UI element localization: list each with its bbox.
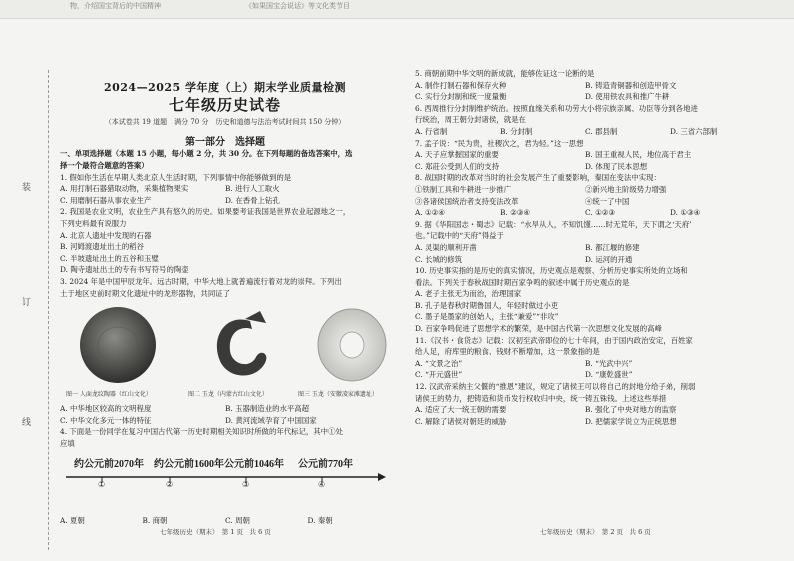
seal-char-ding: 订 (22, 298, 32, 308)
option-c[interactable]: C. 用磨制石器从事农业生产 (60, 195, 152, 205)
exam-heading: 2024—2025 学年度（上）期末学业质量检测 (103, 81, 347, 94)
option-d[interactable]: D. 黄河流域孕育了中国国家 (225, 415, 317, 425)
option-c[interactable]: C. ①②③ (585, 208, 615, 218)
strip-text-left: 物，介绍国宝背后的中国精神 (70, 2, 161, 10)
option-a[interactable]: A. 天子应掌握国家的重要 (415, 150, 499, 160)
option-a[interactable]: A. 适应了大一统王朝的需要 (415, 405, 507, 415)
option-b[interactable]: B. 河姆渡遗址出土的稻谷 (60, 242, 145, 252)
question-7 (415, 138, 755, 173)
question-stem: 7. 孟子说：“民为贵，社稷次之，君为轻。”这一思想 (415, 138, 584, 148)
page-two (415, 68, 755, 427)
binding-seal-strip (0, 60, 50, 561)
question-3 (60, 276, 390, 426)
timeline-date: 公元前770年 (298, 459, 353, 471)
question-6 (415, 103, 755, 138)
option-d[interactable]: D. ①③④ (670, 208, 701, 218)
option-a[interactable]: A. 制作打制石器和保存火种 (415, 80, 507, 90)
question-stem: 土于地区史前时期文化遗址中的龙形器物，共同证了 (60, 288, 230, 298)
section-intro-line: 择一个最符合题意的答案） (60, 160, 149, 170)
question-stem: 给人足，府库里的粮食、钱财不断增加，这一景象指的是 (415, 347, 600, 357)
figure-one-caption: 图一 人面龙纹陶器（红山文化） (66, 391, 152, 399)
option-b[interactable]: B. 分封制 (500, 126, 533, 136)
page-one (60, 60, 390, 527)
option-a[interactable]: A. “文景之治” (415, 358, 463, 368)
timeline-axis (60, 471, 390, 501)
question-2 (60, 206, 390, 276)
option-a[interactable]: A. 北京人遗址中发现的石器 (60, 230, 152, 240)
question-stem: 4. 下面是一份同学在复习中国古代第一历史时期相关知识时所做的年代标记，其中①处 (60, 427, 343, 437)
statement-2: ②新兴地主阶级势力增强 (585, 184, 667, 194)
option-b[interactable]: B. 进行人工取火 (225, 184, 280, 194)
option-b[interactable]: B. 商朝 (142, 516, 168, 526)
binding-dashed-line (48, 70, 49, 550)
timeline-date: 约公元前1600年 (154, 459, 224, 471)
question-stem: 1. 假如你生活在早期人类北京人生活时期，下列事情中你能够做到的是 (60, 172, 292, 182)
exam-meta: （本试卷共 19 道题 满分 70 分 历史和道德与法治考试时间共 150 分钟） (104, 118, 346, 127)
option-c[interactable]: C. 墨子是墨家的创始人，主张“兼爱”“非攻” (415, 312, 559, 322)
question-4 (60, 426, 390, 527)
option-a[interactable]: A. ①②④ (415, 208, 445, 218)
option-b[interactable]: B. 玉器制造业的水平高超 (225, 404, 310, 414)
option-b[interactable]: B. “光武中兴” (585, 358, 633, 368)
timeline-date: 约公元前2070年 (74, 459, 144, 471)
question-stem: 应填 (60, 438, 75, 448)
question-9 (415, 219, 755, 265)
option-c[interactable]: C. “开元盛世” (415, 370, 463, 380)
figure-one-pottery-image (80, 307, 156, 383)
previous-page-strip (0, 0, 794, 19)
question-5 (415, 68, 755, 103)
question-stem: 诸侯王的势力，把铸造和货币发行权收归中央，统一铸五铢钱。上述这些举措 (415, 393, 667, 403)
question-8 (415, 172, 755, 218)
question-stem: 9. 据《华阳国志・蜀志》记载：“水旱从人，不知饥馑……时无荒年，天下谓之‘天府’ (415, 219, 692, 229)
section-intro-line: 一、单项选择题（本题 15 小题，每小题 2 分，共 30 分。在下列每题的备选答案中，选 (60, 149, 353, 159)
option-d[interactable]: D. 秦朝 (307, 516, 333, 526)
option-b[interactable]: B. ②③④ (500, 208, 531, 218)
option-c[interactable]: C. 郑莊公受到人们的支持 (415, 161, 499, 171)
strip-text-mid: 《如果国宝会说话》等文化类节目 (245, 2, 350, 10)
question-stem: 11.《汉书・食货志》记载：汉初至武帝即位的七十年间，由于国内政治安定，百姓家 (415, 335, 693, 345)
question-stem: 5. 商朝前期中华文明的新成就，能够佐证这一论断的是 (415, 69, 595, 78)
option-d[interactable]: D. 三省六部制 (670, 126, 718, 136)
option-c[interactable]: C. 中华文化多元一体的特征 (60, 415, 152, 425)
artifact-images (60, 303, 390, 389)
option-d[interactable]: D. 陶寺遗址出土的专有书写符号的陶壶 (60, 265, 189, 275)
question-stem: 下列史料最有说服力 (60, 218, 127, 228)
option-c[interactable]: C. 长城的修筑 (415, 254, 463, 264)
option-a[interactable]: A. 用打制石器猎取动物，采集植物果实 (60, 184, 189, 194)
dynasty-timeline (60, 451, 390, 515)
option-c[interactable]: C. 解除了诸侯对朝廷的威胁 (415, 416, 507, 426)
exam-subject-title: 七年级历史试卷 (168, 95, 281, 114)
question-stem: 10. 历史事实指的是历史的真实情况，历史观点是观察、分析历史事实所处的立场和 (415, 266, 688, 276)
part-one-heading: 第一部分 选择题 (185, 136, 265, 148)
option-d[interactable]: D. 把儒家学说立为正统思想 (585, 416, 677, 426)
option-a[interactable]: A. 行省制 (415, 126, 448, 136)
option-c[interactable]: C. 实行分封制和统一度量衡 (415, 92, 507, 102)
option-d[interactable]: D. 体现了民本思想 (585, 161, 648, 171)
option-c[interactable]: C. 半坡遗址出土的五谷和玉璧 (60, 253, 159, 263)
seal-char-zhuang: 装 (22, 183, 32, 193)
question-stem: 6. 西周推行分封制维护统治。按照血缘关系和功劳大小将宗族亲属、功臣等分到各地进 (415, 103, 698, 113)
option-d[interactable]: D. 使用铁农具和推广牛耕 (585, 92, 670, 102)
timeline-marker-1: ① (98, 480, 106, 490)
question-stem: 也。”记载中的“天府”得益于 (415, 231, 504, 241)
question-11 (415, 335, 755, 381)
option-d[interactable]: D. 运河的开通 (585, 254, 633, 264)
timeline-marker-4: ④ (318, 480, 326, 490)
question-stem: 3. 2024 年是中国甲辰龙年。远古时期，中华大地上就普遍流行着对龙的崇拜。下列出 (60, 276, 342, 286)
option-d[interactable]: D. 百家争鸣促进了思想学术的繁荣，是中国古代第一次思想文化发展的高峰 (415, 324, 662, 334)
option-b[interactable]: B. 都江堰的修建 (585, 242, 640, 252)
option-c[interactable]: C. 郡县制 (585, 126, 618, 136)
option-c[interactable]: C. 周朝 (225, 516, 250, 526)
option-b[interactable]: B. 国王重视人民，地位高于君主 (585, 150, 692, 160)
figure-two-caption: 图二 玉龙（内蒙古红山文化） (188, 391, 268, 399)
question-stem: 12. 汉武帝采纳主父偃的“推恩”建议，规定了诸侯王可以将自己的封地分给子弟，削弱 (415, 382, 696, 392)
option-d[interactable]: D. 在香骨上钻孔 (225, 195, 280, 205)
timeline-marker-2: ② (166, 480, 174, 490)
option-b[interactable]: B. 孔子是春秋时期鲁国人，年轻时做过小吏 (415, 300, 559, 310)
figure-three-caption: 图三 玉龙（安徽凌家滩遗址） (298, 391, 378, 399)
timeline-marker-3: ③ (242, 480, 250, 490)
question-stem: 8. 战国时期的改革对当时的社会发展产生了重要影响，秦国在变法中实现： (415, 173, 661, 183)
option-a[interactable]: A. 中华地区较高的文明程度 (60, 404, 152, 414)
option-a[interactable]: A. 老子主张无为而治，治理国家 (415, 289, 522, 299)
question-stem: 2. 我国是农业文明，农业生产具有悠久的历史。如果要考证我国是世界农业起源地之一， (60, 207, 351, 217)
figure-two-jade-dragon-image (217, 320, 267, 376)
option-b[interactable]: B. 强化了中央对地方的监察 (585, 405, 677, 415)
question-10 (415, 265, 755, 335)
seal-char-xian: 线 (22, 418, 32, 428)
option-b[interactable]: B. 铸造青铜器和创造甲骨文 (585, 80, 677, 90)
statement-1: ①铁制工具和牛耕进一步推广 (415, 184, 512, 194)
question-1 (60, 172, 390, 207)
question-stem: 看法。下列关于春秋战国时期百家争鸣的叙述中属于历史观点的是 (415, 277, 630, 287)
artifact-figures (60, 303, 390, 403)
statement-3: ③各诸侯国统治者支持变法改革 (415, 196, 519, 206)
statement-4: ④统一了中国 (585, 196, 630, 206)
question-stem: 行统治，周王朝分封诸侯，就是在 (415, 115, 526, 125)
question-12 (415, 381, 755, 427)
timeline-date: 公元前1046年 (224, 459, 284, 471)
page-one-footer: 七年级历史（期末） 第 1 页 共 6 页 (160, 528, 271, 536)
option-a[interactable]: A. 灵渠的顺利开凿 (415, 242, 477, 252)
page-two-footer: 七年级历史（期末） 第 2 页 共 6 页 (540, 528, 651, 536)
option-d[interactable]: D. “康乾盛世” (585, 370, 633, 380)
option-a[interactable]: A. 夏朝 (60, 516, 85, 526)
